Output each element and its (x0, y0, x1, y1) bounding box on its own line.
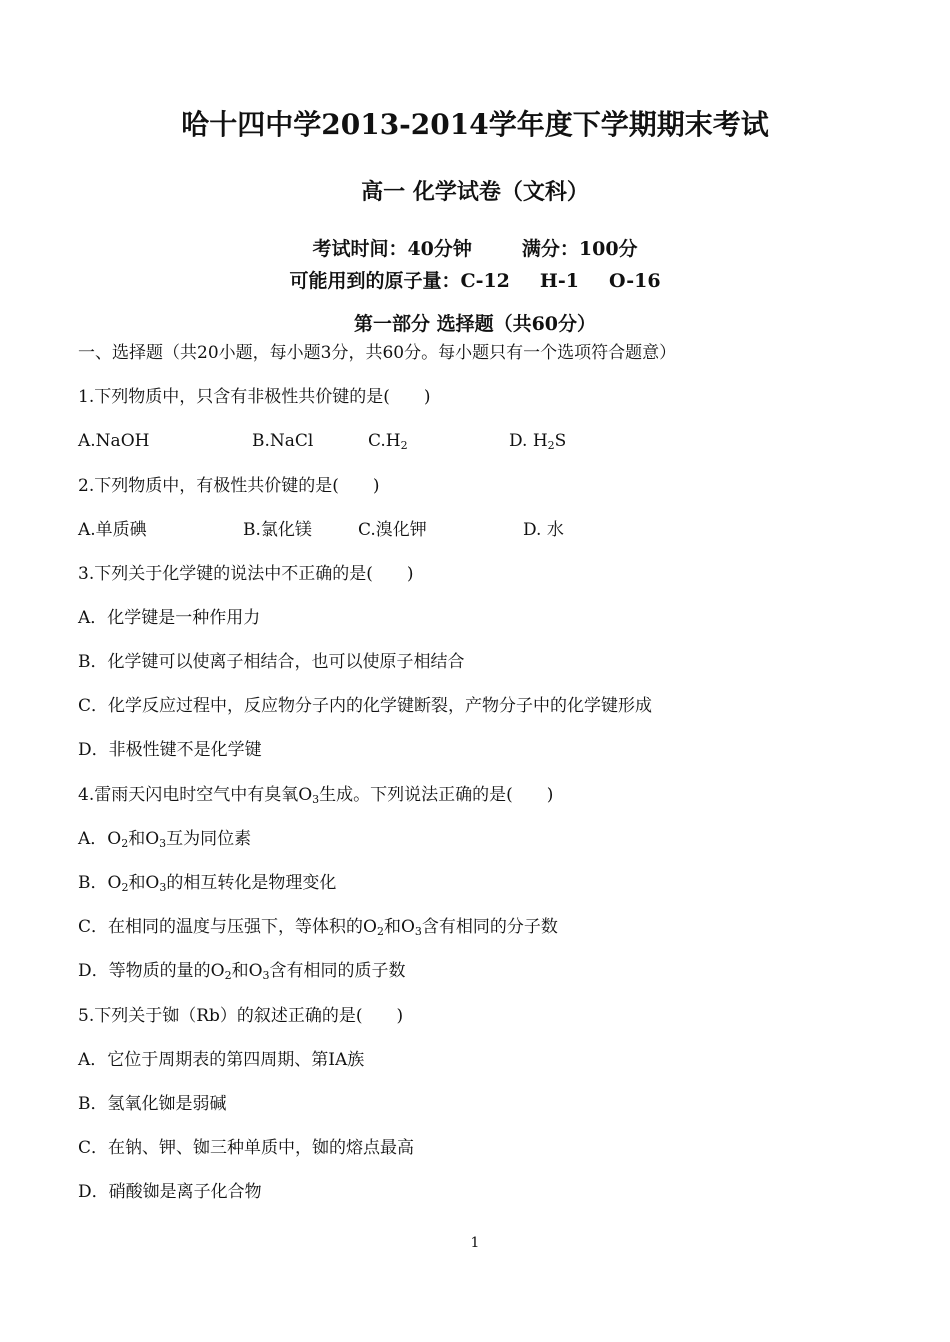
atomic-mass-c: C-12 (460, 270, 510, 292)
question-3-option-a: A．化学键是一种作用力 (78, 608, 261, 628)
question-5-option-c: C．在钠、钾、铷三种单质中，铷的熔点最高 (78, 1138, 415, 1158)
question-5-option-a: A．它位于周期表的第四周期、第IA族 (78, 1050, 365, 1070)
exam-subtitle: 高一 化学试卷（文科） (361, 179, 589, 205)
section-instruction: 一、选择题（共20小题，每小题3分，共60分。每小题只有一个选项符合题意） (78, 343, 677, 363)
question-4-option-a: A．$O_2$和$O_3$互为同位素 (78, 829, 252, 850)
question-4-option-b: B．$O_2$和$O_3$的相互转化是物理变化 (78, 873, 337, 894)
question-1-option-b: B.NaCl (252, 431, 314, 451)
section-title: 第一部分 选择题（共60分） (353, 313, 597, 335)
full-score: 满分：100分 (521, 238, 638, 260)
question-4-stem: 4.雷雨天闪电时空气中有臭氧$O_3$生成。下列说法正确的是( ) (78, 785, 554, 806)
question-2-option-d: D. 水 (523, 520, 564, 540)
atomic-mass-o: O-16 (608, 270, 661, 292)
question-3-option-c: C．化学反应过程中，反应物分子内的化学键断裂，产物分子中的化学键形成 (78, 696, 653, 716)
question-4-option-d: D．等物质的量的$O_2$和$O_3$含有相同的质子数 (78, 961, 406, 982)
question-5-option-b: B．氢氧化铷是弱碱 (78, 1094, 227, 1114)
question-1-stem: 1.下列物质中，只含有非极性共价键的是( ) (78, 387, 431, 407)
question-2-option-b: B.氯化镁 (243, 520, 312, 540)
exam-time-score (0, 240, 950, 259)
question-5-stem: 5.下列关于铷（Rb）的叙述正确的是( ) (78, 1006, 404, 1026)
atomic-mass-h: H-1 (539, 270, 579, 292)
question-3-option-b: B．化学键可以使离子相结合，也可以使原子相结合 (78, 652, 465, 672)
exam-time: 考试时间：40分钟 (312, 238, 472, 260)
question-2-option-c: C.溴化钾 (358, 520, 427, 540)
question-1-option-d: D. $H_2S$ (509, 431, 567, 452)
page-number: 1 (470, 1235, 480, 1251)
question-1-option-a: A.NaOH (78, 431, 150, 451)
question-3-option-d: D．非极性键不是化学键 (78, 740, 262, 760)
atomic-masses (0, 272, 950, 291)
atomic-masses-label: 可能用到的原子量： (289, 270, 461, 292)
question-2-stem: 2.下列物质中，有极性共价键的是( ) (78, 476, 380, 496)
question-3-stem: 3.下列关于化学键的说法中不正确的是( ) (78, 564, 414, 584)
question-1-option-c: $C.H_2$ (368, 431, 408, 452)
question-4-option-c: C．在相同的温度与压强下，等体积的$O_2$和$O_3$含有相同的分子数 (78, 917, 558, 938)
question-2-option-a: A.单质碘 (78, 520, 147, 540)
exam-title: 哈十四中学2013-2014学年度下学期期末考试 (181, 108, 769, 141)
question-5-option-d: D．硝酸铷是离子化合物 (78, 1182, 262, 1202)
